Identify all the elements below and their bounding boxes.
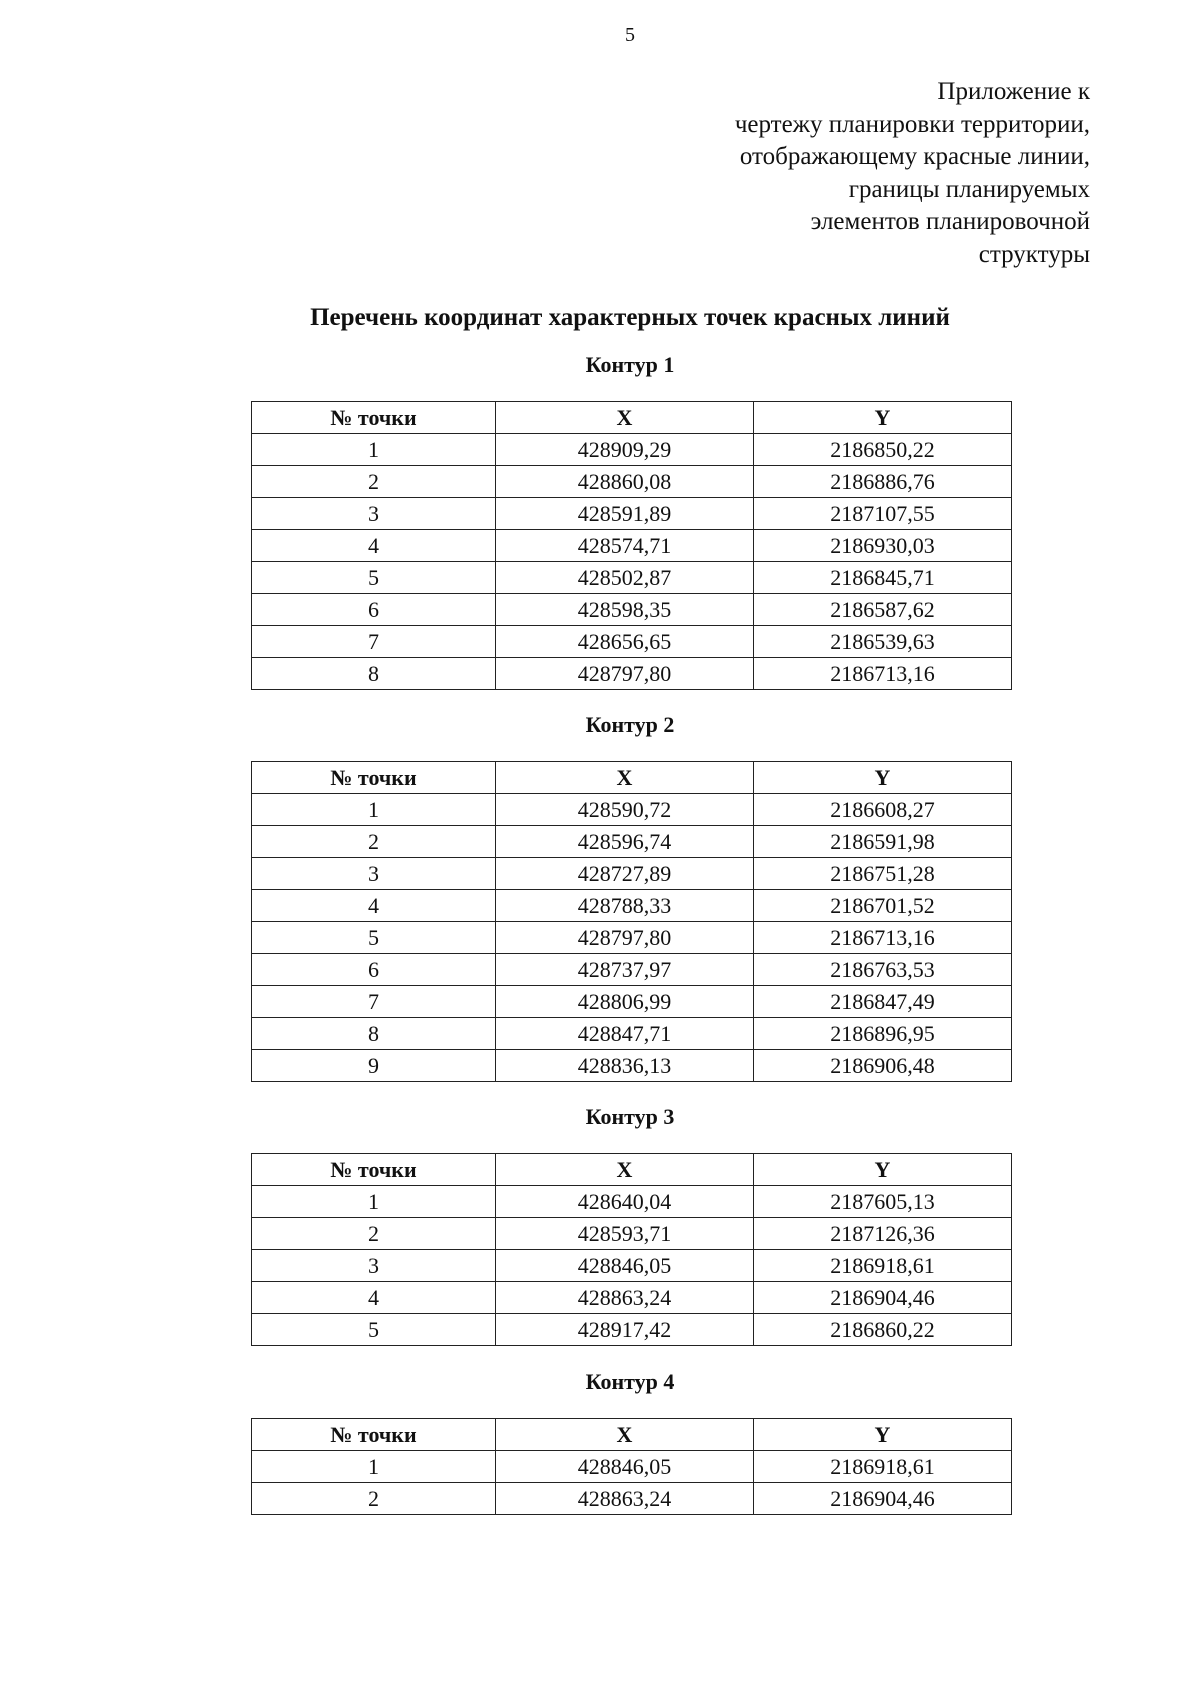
x-coordinate-cell: 428836,13 — [496, 1050, 754, 1082]
header-y: Y — [754, 1154, 1012, 1186]
point-number-cell: 6 — [252, 954, 496, 986]
point-number-cell: 3 — [252, 858, 496, 890]
point-number-cell: 1 — [252, 434, 496, 466]
table-row — [252, 986, 1012, 1018]
table-row — [252, 954, 1012, 986]
contour-2-rows — [252, 794, 1012, 1082]
x-coordinate-cell: 428502,87 — [496, 562, 754, 594]
contour-3-table — [251, 1153, 1012, 1346]
x-coordinate-cell: 428593,71 — [496, 1218, 754, 1250]
table-row — [252, 1314, 1012, 1346]
point-number-cell: 2 — [252, 1218, 496, 1250]
header-x: X — [496, 402, 754, 434]
y-coordinate-cell: 2187126,36 — [754, 1218, 1012, 1250]
point-number-cell: 1 — [252, 794, 496, 826]
header-x: X — [496, 762, 754, 794]
point-number-cell: 1 — [252, 1451, 496, 1483]
x-coordinate-cell: 428806,99 — [496, 986, 754, 1018]
table-row — [252, 594, 1012, 626]
y-coordinate-cell: 2186886,76 — [754, 466, 1012, 498]
x-coordinate-cell: 428863,24 — [496, 1483, 754, 1515]
x-coordinate-cell: 428596,74 — [496, 826, 754, 858]
contour-4-rows — [252, 1451, 1012, 1515]
header-x: X — [496, 1154, 754, 1186]
header-y: Y — [754, 402, 1012, 434]
x-coordinate-cell: 428797,80 — [496, 658, 754, 690]
document-title: Перечень координат характерных точек красных линий — [310, 304, 950, 331]
point-number-cell: 3 — [252, 498, 496, 530]
contour-4-title: Контур 4 — [585, 1369, 675, 1394]
point-number-cell: 8 — [252, 1018, 496, 1050]
table-row — [252, 498, 1012, 530]
point-number-cell: 4 — [252, 530, 496, 562]
y-coordinate-cell: 2186587,62 — [754, 594, 1012, 626]
table-row — [252, 1282, 1012, 1314]
header-x: X — [496, 1419, 754, 1451]
y-coordinate-cell: 2186896,95 — [754, 1018, 1012, 1050]
header-y: Y — [754, 1419, 1012, 1451]
point-number-cell: 7 — [252, 986, 496, 1018]
table-row — [252, 1483, 1012, 1515]
table-header-row — [252, 1154, 1012, 1186]
appendix-line: отображающему красные линии, — [739, 143, 1090, 170]
appendix-line: структуры — [978, 240, 1090, 268]
x-coordinate-cell: 428846,05 — [496, 1451, 754, 1483]
point-number-cell: 2 — [252, 826, 496, 858]
y-coordinate-cell: 2186860,22 — [754, 1314, 1012, 1346]
x-coordinate-cell: 428797,80 — [496, 922, 754, 954]
table-row — [252, 466, 1012, 498]
header-point-number: № точки — [252, 762, 496, 794]
y-coordinate-cell: 2186850,22 — [754, 434, 1012, 466]
y-coordinate-cell: 2186904,46 — [754, 1282, 1012, 1314]
header-y: Y — [754, 762, 1012, 794]
appendix-line: элементов планировочной — [810, 208, 1090, 235]
table-header-row — [252, 402, 1012, 434]
appendix-note — [735, 76, 1090, 271]
contour-2-title: Контур 2 — [585, 712, 675, 737]
y-coordinate-cell: 2186591,98 — [754, 826, 1012, 858]
y-coordinate-cell: 2186713,16 — [754, 658, 1012, 690]
x-coordinate-cell: 428640,04 — [496, 1186, 754, 1218]
y-coordinate-cell: 2186701,52 — [754, 890, 1012, 922]
appendix-line: Приложение к — [937, 78, 1090, 105]
y-coordinate-cell: 2186930,03 — [754, 530, 1012, 562]
contour-2-table — [251, 761, 1012, 1082]
x-coordinate-cell: 428863,24 — [496, 1282, 754, 1314]
y-coordinate-cell: 2186845,71 — [754, 562, 1012, 594]
table-row — [252, 826, 1012, 858]
header-point-number: № точки — [252, 1154, 496, 1186]
point-number-cell: 5 — [252, 1314, 496, 1346]
table-row — [252, 1018, 1012, 1050]
x-coordinate-cell: 428788,33 — [496, 890, 754, 922]
x-coordinate-cell: 428590,72 — [496, 794, 754, 826]
y-coordinate-cell: 2186918,61 — [754, 1250, 1012, 1282]
contour-4-table — [251, 1418, 1012, 1515]
table-row — [252, 794, 1012, 826]
x-coordinate-cell: 428727,89 — [496, 858, 754, 890]
point-number-cell: 3 — [252, 1250, 496, 1282]
table-row — [252, 530, 1012, 562]
table-row — [252, 562, 1012, 594]
point-number-cell: 8 — [252, 658, 496, 690]
x-coordinate-cell: 428598,35 — [496, 594, 754, 626]
table-row — [252, 890, 1012, 922]
point-number-cell: 7 — [252, 626, 496, 658]
y-coordinate-cell: 2186847,49 — [754, 986, 1012, 1018]
table-row — [252, 858, 1012, 890]
y-coordinate-cell: 2187605,13 — [754, 1186, 1012, 1218]
x-coordinate-cell: 428591,89 — [496, 498, 754, 530]
point-number-cell: 5 — [252, 562, 496, 594]
contour-3-rows — [252, 1186, 1012, 1346]
y-coordinate-cell: 2187107,55 — [754, 498, 1012, 530]
point-number-cell: 2 — [252, 1483, 496, 1515]
contour-3-title: Контур 3 — [585, 1104, 675, 1129]
table-row — [252, 1050, 1012, 1082]
page-number: 5 — [625, 24, 635, 46]
appendix-line: чертежу планировки территории, — [734, 110, 1090, 138]
x-coordinate-cell: 428574,71 — [496, 530, 754, 562]
header-point-number: № точки — [252, 1419, 496, 1451]
point-number-cell: 2 — [252, 466, 496, 498]
x-coordinate-cell: 428846,05 — [496, 1250, 754, 1282]
contour-1-title: Контур 1 — [585, 352, 675, 377]
x-coordinate-cell: 428847,71 — [496, 1018, 754, 1050]
table-row — [252, 1250, 1012, 1282]
x-coordinate-cell: 428656,65 — [496, 626, 754, 658]
y-coordinate-cell: 2186904,46 — [754, 1483, 1012, 1515]
table-row — [252, 626, 1012, 658]
table-header-row — [252, 762, 1012, 794]
point-number-cell: 1 — [252, 1186, 496, 1218]
point-number-cell: 5 — [252, 922, 496, 954]
table-row — [252, 658, 1012, 690]
y-coordinate-cell: 2186751,28 — [754, 858, 1012, 890]
table-header-row — [252, 1419, 1012, 1451]
table-row — [252, 1186, 1012, 1218]
table-row — [252, 1451, 1012, 1483]
table-row — [252, 922, 1012, 954]
x-coordinate-cell: 428909,29 — [496, 434, 754, 466]
table-row — [252, 1218, 1012, 1250]
point-number-cell: 4 — [252, 890, 496, 922]
header-point-number: № точки — [252, 402, 496, 434]
y-coordinate-cell: 2186713,16 — [754, 922, 1012, 954]
y-coordinate-cell: 2186906,48 — [754, 1050, 1012, 1082]
y-coordinate-cell: 2186918,61 — [754, 1451, 1012, 1483]
x-coordinate-cell: 428737,97 — [496, 954, 754, 986]
x-coordinate-cell: 428917,42 — [496, 1314, 754, 1346]
appendix-line: границы планируемых — [848, 175, 1090, 203]
y-coordinate-cell: 2186539,63 — [754, 626, 1012, 658]
point-number-cell: 4 — [252, 1282, 496, 1314]
table-row — [252, 434, 1012, 466]
point-number-cell: 9 — [252, 1050, 496, 1082]
contour-1-table — [251, 401, 1012, 690]
y-coordinate-cell: 2186763,53 — [754, 954, 1012, 986]
point-number-cell: 6 — [252, 594, 496, 626]
y-coordinate-cell: 2186608,27 — [754, 794, 1012, 826]
x-coordinate-cell: 428860,08 — [496, 466, 754, 498]
contour-1-rows — [252, 434, 1012, 690]
